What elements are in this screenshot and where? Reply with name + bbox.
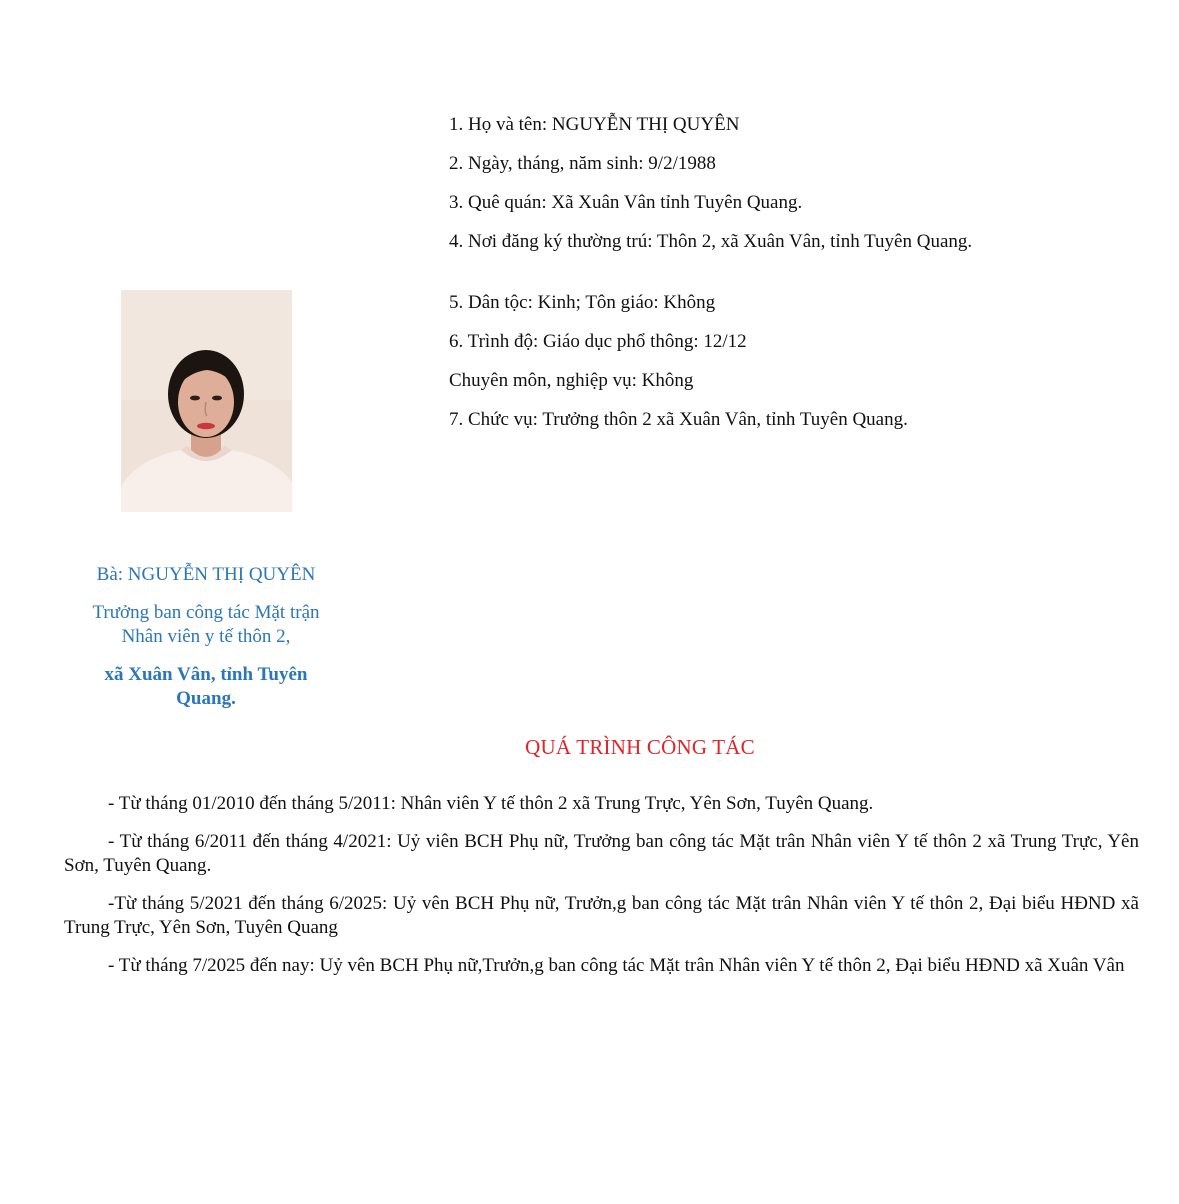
work-history-title: QUÁ TRÌNH CÔNG TÁC	[525, 735, 755, 759]
info-ethnicity-religion: 5. Dân tộc: Kinh; Tôn giáo: Không	[449, 292, 716, 313]
caption-place: xã Xuân Vân, tỉnh Tuyên Quang.	[104, 664, 308, 709]
info-residence: 4. Nơi đăng ký thường trú: Thôn 2, xã Xuân Vân, tỉnh Tuyên Quang.	[449, 231, 973, 252]
history-entry: - Từ tháng 01/2010 đến tháng 5/2011: Nhân viên Y tế thôn 2 xã Trung Trực, Yên Sơn, Tuyên Quang.	[108, 793, 874, 814]
caption-role-line-1: Trưởng ban công tác Mặt trận	[92, 602, 320, 623]
info-position: 7. Chức vụ: Trưởng thôn 2 xã Xuân Vân, tỉnh Tuyên Quang.	[449, 409, 908, 430]
portrait-photo	[121, 290, 292, 512]
info-profession: Chuyên môn, nghiệp vụ: Không	[449, 370, 694, 391]
history-entry: - Từ tháng 7/2025 đến nay: Uỷ vên BCH Phụ nữ,Trưởn,g ban công tác Mặt trân Nhân viên Y tế thôn 2, Đại biểu HĐND xã Xuân Vân	[108, 955, 1125, 976]
info-full-name: 1. Họ và tên: NGUYỄN THỊ QUYÊN	[449, 114, 740, 135]
work-history	[64, 792, 1139, 992]
caption-role-line-2: Nhân viên y tế thôn 2,	[121, 626, 291, 647]
caption-role	[66, 601, 346, 649]
info-education: 6. Trình độ: Giáo dục phổ thông: 12/12	[449, 331, 747, 352]
info-birth-date: 2. Ngày, tháng, năm sinh: 9/2/1988	[449, 153, 716, 174]
history-entry: - Từ tháng 6/2011 đến tháng 4/2021: Uỷ viên BCH Phụ nữ, Trưởng ban công tác Mặt trân Nhân viên Y tế thôn 2 xã Trung Trực, Yên Sơn, Tuyên Quang.	[64, 831, 1139, 876]
history-entry: -Từ tháng 5/2021 đến tháng 6/2025: Uỷ vên BCH Phụ nữ, Trưởn,g ban công tác Mặt trân Nhân viên Y tế thôn 2, Đại biểu HĐND xã Trung Trực, Yên Sơn, Tuyên Quang	[64, 893, 1139, 938]
info-spacer	[449, 268, 1149, 290]
personal-info	[449, 112, 1149, 446]
photo-caption	[66, 563, 346, 711]
info-hometown: 3. Quê quán: Xã Xuân Vân tỉnh Tuyên Quang.	[449, 192, 803, 213]
caption-name: Bà: NGUYỄN THỊ QUYÊN	[96, 564, 316, 585]
